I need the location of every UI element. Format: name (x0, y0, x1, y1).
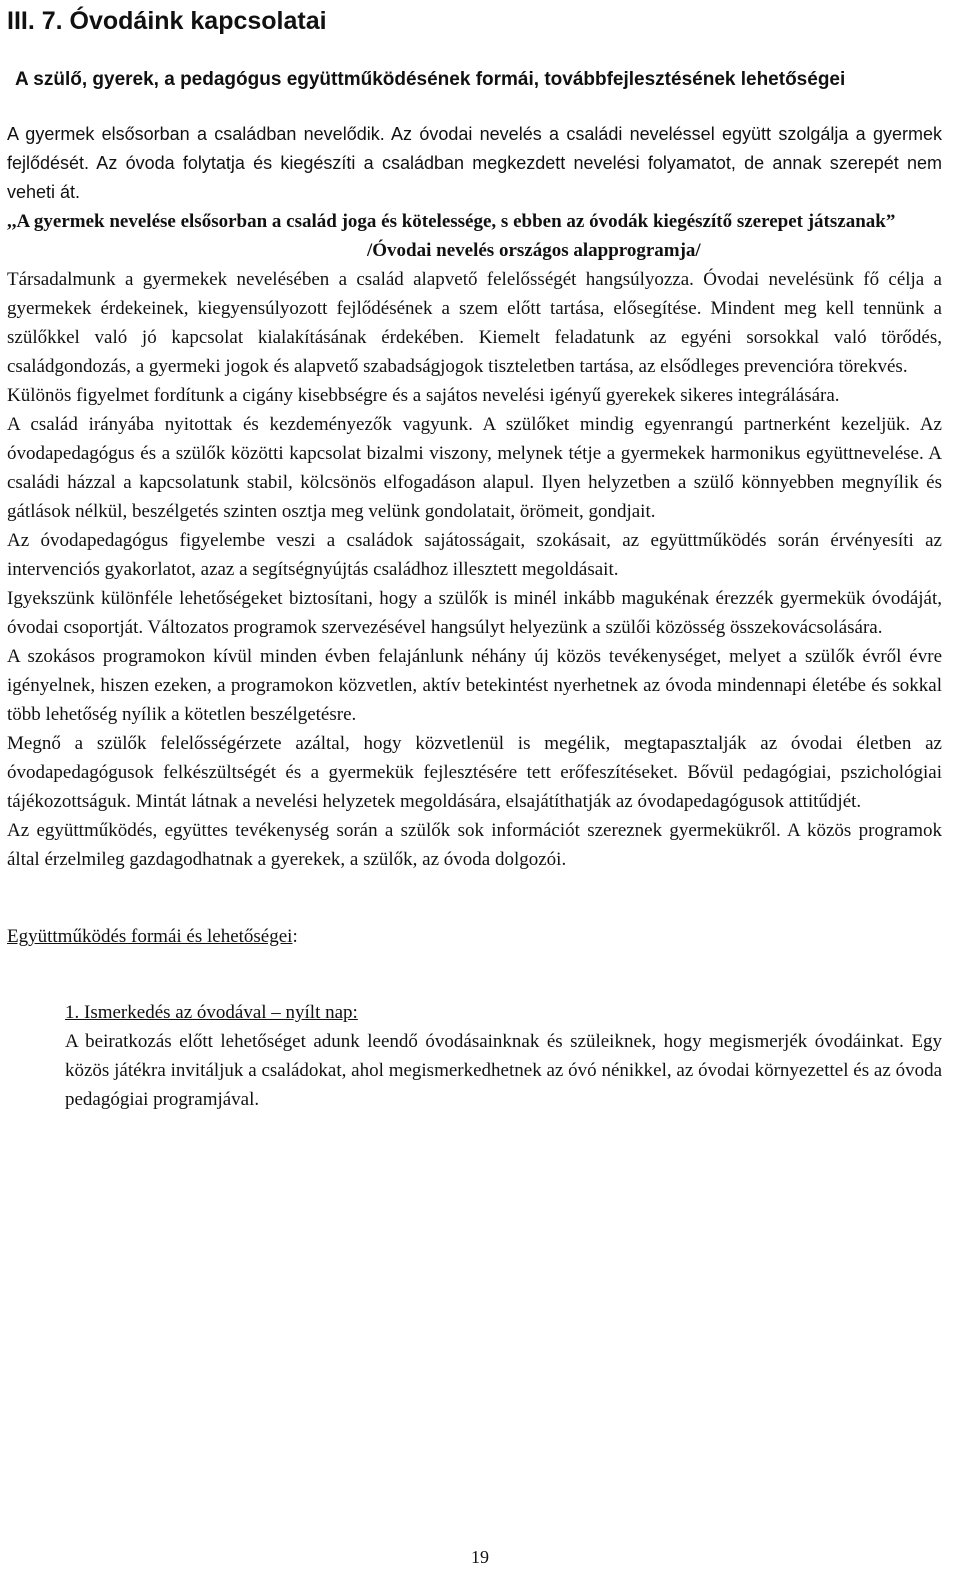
section-subtitle: A szülő, gyerek, a pedagógus együttműködésének formái, továbbfejlesztésének lehetőségei (15, 69, 846, 90)
intro-paragraph: A gyermek elsősorban a családban nevelődik. Az óvodai nevelés a családi neveléssel együtt szolgálja a gyermek fejlődését. Az óvoda folytatja és kiegészíti a családban megkezdett nevelési folyamatot, de annak szerepét nem veheti át. (7, 124, 942, 202)
forms-heading (7, 922, 942, 951)
form-1-text: A beiratkozás előtt lehetőséget adunk leendő óvodásainknak és szüleiknek, hogy megismerjék óvodáinkat. Egy közös játékra invitáljuk a családokat, ahol megismerkedhetnek az óvó nénikkel, az óvodai környezettel és az óvoda pedagógiai programjával. (65, 1031, 942, 1110)
body-paragraph: Társadalmunk a gyermekek nevelésében a család alapvető felelősségét hangsúlyozza. Óvodai nevelésünk fő célja a gyermekek érdekeinek, kiegyensúlyozott fejlődésének a szem előtt tartása, elősegítése. Mindent meg kell tennünk a szülőkkel való jó kapcsolat kialakításának érdekében. Kiemelt feladatunk az egyéni sorsokkal való törődés, családgondozás, a gyermeki jogok és alapvető szabadságjogok tiszteletben tartása, az elsődleges prevencióra törekvés. (7, 269, 942, 377)
forms-heading-colon: : (292, 926, 298, 947)
forms-heading-text: Együttműködés formái és lehetőségei (7, 926, 293, 947)
form-1-title: 1. Ismerkedés az óvodával – nyílt nap: (65, 1002, 358, 1023)
document-page (7, 0, 942, 1114)
body-paragraph: Igyekszünk különféle lehetőségeket biztosítani, hogy a szülők is minél inkább magukénak érezzék gyermekük óvodáját, óvodai csoportját. Változatos programok szervezésével hangsúlyt helyezünk a szülői közösség összekovácsolására. (7, 588, 942, 638)
body-paragraph: Megnő a szülők felelősségérzete azáltal, hogy közvetlenül is megélik, megtapasztalják az óvodai életben az óvodapedagógusok felkészültségét és a gyermekük fejlesztésére tett erőfeszítéseket. Bővül pedagógiai, pszichológiai tájékozottságuk. Mintát látnak a nevelési helyzetek megoldására, elsajátíthatják az óvodapedagógusok attitűdjét. (7, 733, 942, 812)
body-paragraph: A család irányába nyitottak és kezdeményezők vagyunk. A szülőket mindig egyenrangú partnerként kezeljük. Az óvodapedagógus és a szülők közötti kapcsolat bizalmi viszony, melynek tétje a gyermekek harmonikus együttnevelése. A családi házzal a kapcsolatunk stabil, kölcsönös elfogadáson alapul. Ilyen helyzetben a szülő könnyebben megnyílik és gátlások nélkül, beszélgetés szinten osztja meg velünk gondolatait, örömeit, gondjait. (7, 414, 942, 522)
body-paragraph: Az együttműködés, együttes tevékenység során a szülők sok információt szereznek gyermekükről. A közös programok által érzelmileg gazdagodhatnak a gyerekek, a szülők, az óvoda dolgozói. (7, 820, 942, 870)
body-paragraph: Különös figyelmet fordítunk a cigány kisebbségre és a sajátos nevelési igényű gyerekek sikeres integrálására. (7, 385, 840, 406)
quote-source: /Óvodai nevelés országos alapprogramja/ (367, 240, 701, 261)
body-paragraph: A szokásos programokon kívül minden évben felajánlunk néhány új közös tevékenységet, melyet a szülők évről évre igényelnek, hiszen ezeken, a programokon közvetlen, aktív betekintést nyerhetnek az óvoda mindennapi életébe és sokkal több lehetőség nyílik a kötetlen beszélgetésre. (7, 646, 942, 725)
section-title: III. 7. Óvodáink kapcsolatai (7, 7, 327, 35)
quote-text: ,,A gyermek nevelése elsősorban a család joga és kötelessége, s ebben az óvodák kiegészítő szerepet játszanak” (7, 211, 896, 232)
body-paragraph: Az óvodapedagógus figyelembe veszi a családok sajátosságait, szokásait, az együttműködés során érvényesíti az intervenciós gyakorlatot, azaz a segítségnyújtás családhoz illesztett megoldásait. (7, 530, 942, 580)
page-number: 19 (471, 1547, 489, 1567)
